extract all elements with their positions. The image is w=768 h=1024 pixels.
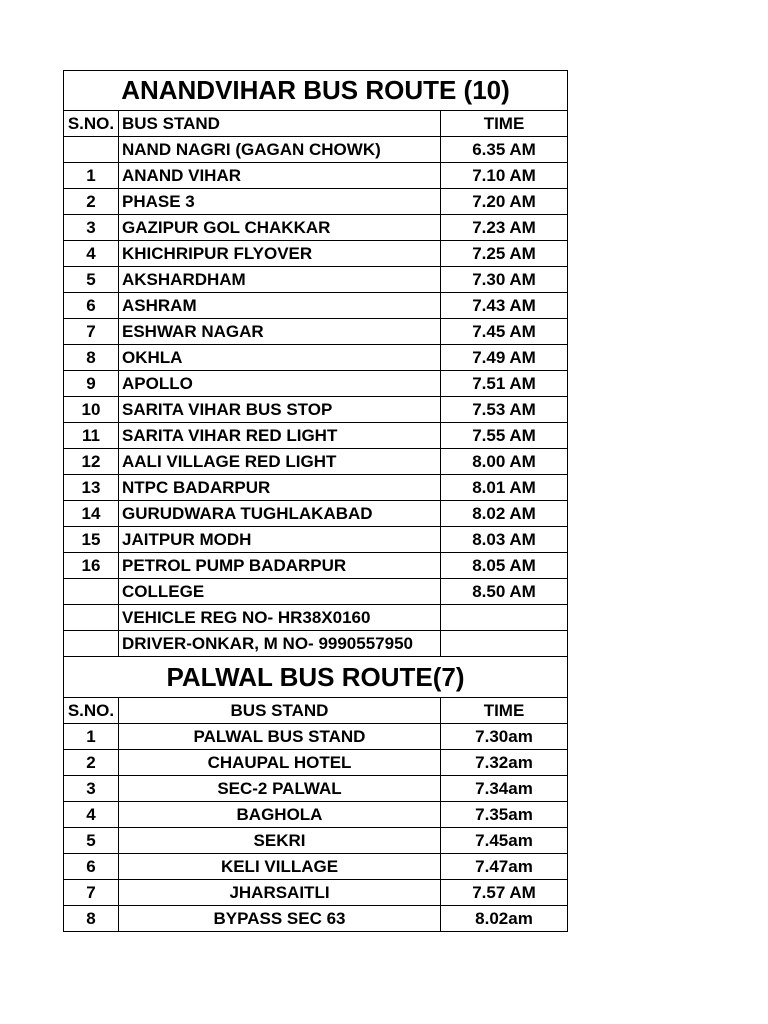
stop-number: 16 (64, 553, 119, 579)
route2-header-row (64, 698, 568, 724)
route2-title-row (64, 657, 568, 698)
bus-stand-name: KHICHRIPUR FLYOVER (119, 241, 441, 267)
route1-title-row (64, 71, 568, 111)
stop-time: 8.05 AM (441, 553, 568, 579)
table-row (64, 345, 568, 371)
stop-number: 2 (64, 750, 119, 776)
table-row (64, 189, 568, 215)
bus-stand-name: PETROL PUMP BADARPUR (119, 553, 441, 579)
table-row (64, 802, 568, 828)
bus-stand-name: CHAUPAL HOTEL (119, 750, 441, 776)
stop-number: 13 (64, 475, 119, 501)
stop-time: 7.57 AM (441, 880, 568, 906)
stop-number: 4 (64, 241, 119, 267)
sheet-body (64, 71, 568, 932)
stop-time: 8.50 AM (441, 579, 568, 605)
stop-time: 8.03 AM (441, 527, 568, 553)
bus-route-sheet (63, 70, 568, 932)
stop-number: 14 (64, 501, 119, 527)
bus-stand-name: JHARSAITLI (119, 880, 441, 906)
route1-header-stand: BUS STAND (119, 111, 441, 137)
table-row (64, 423, 568, 449)
route1-header-time: TIME (441, 111, 568, 137)
bus-stand-name: SARITA VIHAR RED LIGHT (119, 423, 441, 449)
stop-time: 7.30 AM (441, 267, 568, 293)
stop-time: 8.00 AM (441, 449, 568, 475)
table-row (64, 397, 568, 423)
stop-number: 11 (64, 423, 119, 449)
stop-time: 7.45am (441, 828, 568, 854)
route1-header-sno: S.NO. (64, 111, 119, 137)
table-row (64, 828, 568, 854)
table-row (64, 750, 568, 776)
bus-stand-name: SEKRI (119, 828, 441, 854)
table-row (64, 293, 568, 319)
stop-time: 7.49 AM (441, 345, 568, 371)
stop-number: 1 (64, 163, 119, 189)
route1-vehicle-sno (64, 605, 119, 631)
route1-driver-info: DRIVER-ONKAR, M NO- 9990557950 (119, 631, 441, 657)
stop-time: 6.35 AM (441, 137, 568, 163)
route2-header-sno: S.NO. (64, 698, 119, 724)
stop-number: 7 (64, 319, 119, 345)
stop-time: 8.02 AM (441, 501, 568, 527)
stop-number: 9 (64, 371, 119, 397)
table-row (64, 776, 568, 802)
route1-driver-row (64, 631, 568, 657)
stop-number: 15 (64, 527, 119, 553)
stop-number: 7 (64, 880, 119, 906)
bus-stand-name: SARITA VIHAR BUS STOP (119, 397, 441, 423)
stop-number: 5 (64, 267, 119, 293)
bus-stand-name: GURUDWARA TUGHLAKABAD (119, 501, 441, 527)
bus-stand-name: AKSHARDHAM (119, 267, 441, 293)
table-row (64, 137, 568, 163)
stop-number: 6 (64, 854, 119, 880)
stop-time: 7.55 AM (441, 423, 568, 449)
stop-time: 7.45 AM (441, 319, 568, 345)
table-row (64, 475, 568, 501)
bus-stand-name: PHASE 3 (119, 189, 441, 215)
route1-vehicle-row (64, 605, 568, 631)
bus-stand-name: ANAND VIHAR (119, 163, 441, 189)
table-row (64, 215, 568, 241)
stop-time: 7.53 AM (441, 397, 568, 423)
route1-vehicle-time (441, 605, 568, 631)
route1-vehicle-reg: VEHICLE REG NO- HR38X0160 (119, 605, 441, 631)
stop-time: 7.20 AM (441, 189, 568, 215)
stop-time: 7.30am (441, 724, 568, 750)
bus-stand-name: JAITPUR MODH (119, 527, 441, 553)
stop-time: 7.23 AM (441, 215, 568, 241)
stop-number: 3 (64, 215, 119, 241)
bus-stand-name: BAGHOLA (119, 802, 441, 828)
table-row (64, 880, 568, 906)
bus-stand-name: KELI VILLAGE (119, 854, 441, 880)
bus-stand-name: OKHLA (119, 345, 441, 371)
route2-header-time: TIME (441, 698, 568, 724)
stop-time: 7.43 AM (441, 293, 568, 319)
table-row (64, 854, 568, 880)
stop-number (64, 137, 119, 163)
bus-stand-name: PALWAL BUS STAND (119, 724, 441, 750)
bus-stand-name: ASHRAM (119, 293, 441, 319)
table-row (64, 724, 568, 750)
bus-stand-name: ESHWAR NAGAR (119, 319, 441, 345)
table-row (64, 553, 568, 579)
stop-time: 7.35am (441, 802, 568, 828)
bus-stand-name: AALI VILLAGE RED LIGHT (119, 449, 441, 475)
table-row (64, 267, 568, 293)
stop-number: 1 (64, 724, 119, 750)
bus-stand-name: NTPC BADARPUR (119, 475, 441, 501)
table-row (64, 319, 568, 345)
bus-stand-name: COLLEGE (119, 579, 441, 605)
route1-driver-time (441, 631, 568, 657)
stop-number: 12 (64, 449, 119, 475)
stop-number (64, 579, 119, 605)
stop-time: 8.01 AM (441, 475, 568, 501)
stop-time: 7.47am (441, 854, 568, 880)
table-row (64, 371, 568, 397)
table-row (64, 449, 568, 475)
route2-title: PALWAL BUS ROUTE(7) (64, 657, 568, 698)
stop-number: 4 (64, 802, 119, 828)
stop-number: 10 (64, 397, 119, 423)
stop-time: 7.25 AM (441, 241, 568, 267)
route1-driver-sno (64, 631, 119, 657)
table-row (64, 527, 568, 553)
bus-stand-name: GAZIPUR GOL CHAKKAR (119, 215, 441, 241)
stop-time: 7.51 AM (441, 371, 568, 397)
table-row (64, 579, 568, 605)
table-row (64, 906, 568, 932)
stop-number: 3 (64, 776, 119, 802)
stop-number: 8 (64, 345, 119, 371)
table-row (64, 163, 568, 189)
stop-number: 5 (64, 828, 119, 854)
table-row (64, 501, 568, 527)
route2-header-stand: BUS STAND (119, 698, 441, 724)
stop-number: 8 (64, 906, 119, 932)
bus-stand-name: SEC-2 PALWAL (119, 776, 441, 802)
stop-time: 7.10 AM (441, 163, 568, 189)
stop-time: 7.34am (441, 776, 568, 802)
stop-number: 6 (64, 293, 119, 319)
stop-time: 7.32am (441, 750, 568, 776)
stop-time: 8.02am (441, 906, 568, 932)
bus-stand-name: NAND NAGRI (GAGAN CHOWK) (119, 137, 441, 163)
route1-title: ANANDVIHAR BUS ROUTE (10) (64, 71, 568, 111)
stop-number: 2 (64, 189, 119, 215)
bus-stand-name: BYPASS SEC 63 (119, 906, 441, 932)
bus-stand-name: APOLLO (119, 371, 441, 397)
table-row (64, 241, 568, 267)
route1-header-row (64, 111, 568, 137)
